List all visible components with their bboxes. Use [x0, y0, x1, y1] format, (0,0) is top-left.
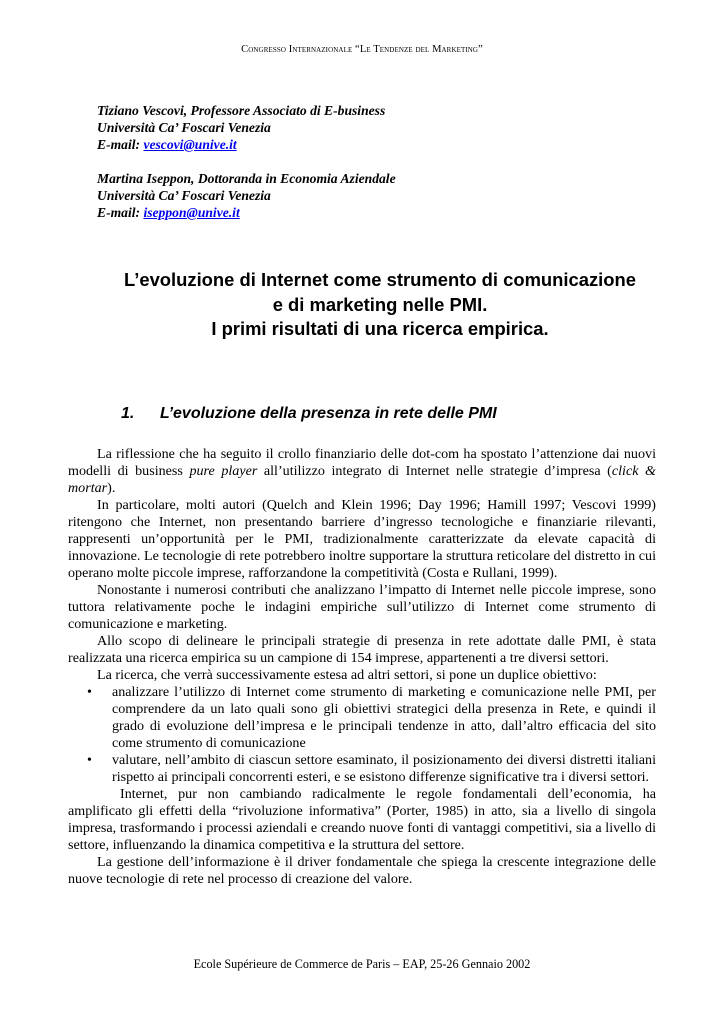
paragraph-4: Allo scopo di delineare le principali strategie di presenza in rete adottate dalle PMI, è stata realizzata una ricerca empirica su un campione di 154 imprese, appartenenti a tre diversi settori. [68, 633, 656, 666]
paragraph-6: Internet, pur non cambiando radicalmente le regole fondamentali dell’economia, ha amplificato gli effetti della “rivoluzione informativa” (Porter, 1985) in atto, sia a livello di singola impresa, trasformando i processi aziendali e creando nuove fonti di vantaggi competitivi, sia a livello di settore, influenzando la dinamica competitiva e la struttura del settore. [68, 786, 656, 853]
section-title: L’evoluzione della presenza in rete delle PMI [160, 405, 497, 422]
author-1-email-label: E-mail: [97, 137, 144, 152]
list-item [87, 752, 656, 786]
author-2-email-link[interactable]: iseppon@unive.it [143, 205, 240, 220]
section-heading [121, 405, 681, 423]
author-2 [97, 170, 657, 221]
paper-title-line-1: L’evoluzione di Internet come strumento di comunicazione [124, 269, 636, 290]
page-footer: Ecole Supérieure de Commerce de Paris – EAP, 25-26 Gennaio 2002 [193, 957, 531, 971]
author-1-email-line [97, 136, 657, 153]
paragraph-1-emphasis-2: click & mortar [68, 463, 656, 496]
paragraph-1-text-c: ). [107, 480, 116, 496]
paper-title [60, 268, 700, 342]
list-item-text: valutare, nell’ambito di ciascun settore esaminato, il posizionamento dei diversi distretti italiani rispetto ai principali concorrenti esteri, e se esistono differenze significative tra i diversi settori. [112, 752, 656, 785]
author-2-email-line [97, 204, 657, 221]
list-item [87, 684, 656, 752]
paragraph-5: La ricerca, che verrà successivamente estesa ad altri settori, si pone un duplice obiettivo: [97, 667, 597, 683]
objectives-list [68, 684, 656, 786]
body-text [68, 446, 656, 888]
authors-block [97, 102, 657, 238]
bullet-icon: • [87, 752, 92, 768]
paragraph-1-emphasis-1: pure player [189, 463, 258, 479]
author-1-name: Tiziano Vescovi, Professore Associato di E-business [97, 103, 386, 118]
section-number: 1. [121, 405, 135, 422]
running-header: Congresso Internazionale “Le Tendenze del Marketing” [241, 44, 483, 55]
paragraph-1 [68, 446, 656, 497]
paragraph-1-text-a: La riflessione che ha seguito il crollo finanziario delle dot-com ha spostato l’attenzione dai nuovi modelli di business [68, 446, 656, 479]
list-item-text: analizzare l’utilizzo di Internet come strumento di marketing e comunicazione nelle PMI, per comprendere da un lato quali sono gli obiettivi strategici della presenza in Rete, e quindi il grado di evoluzione dell’impresa e le principali tendenze in atto, dall’altro efficacia del sito come strumento di comunicazione [112, 684, 656, 751]
author-1-affiliation: Università Ca’ Foscari Venezia [97, 120, 271, 135]
paragraph-7: La gestione dell’informazione è il driver fondamentale che spiega la crescente integrazione delle nuove tecnologie di rete nel processo di creazione del valore. [68, 854, 656, 887]
author-1 [97, 102, 657, 153]
author-2-name: Martina Iseppon, Dottoranda in Economia Aziendale [97, 171, 396, 186]
bullet-icon: • [87, 684, 92, 700]
paragraph-3: Nonostante i numerosi contributi che analizzano l’impatto di Internet nelle piccole imprese, sono tuttora relativamente poche le indagini empiriche sull’utilizzo di Internet come strumento di comunicazione e marketing. [68, 582, 656, 632]
paper-title-line-2: e di marketing nelle PMI. [272, 293, 488, 315]
paragraph-1-text-b: all’utilizzo integrato di Internet nelle strategie d’impresa ( [257, 463, 612, 479]
paper-title-line-3: I primi risultati di una ricerca empirica. [211, 318, 549, 339]
paragraph-2: In particolare, molti autori (Quelch and Klein 1996; Day 1996; Hamill 1997; Vescovi 1999) ritengono che Internet, non presentando barriere d’ingresso tecnologiche e finanziarie rilevanti, rappresenti un’opportunità per le PMI, tradizionalmente caratterizzate da elevate capacità di innovazione. Le tecnologie di rete potrebbero inoltre supportare la struttura reticolare del distretto in cui operano molte piccole imprese, rafforzandone la competitività (Costa e Rullani, 1999). [68, 497, 656, 581]
author-1-email-link[interactable]: vescovi@unive.it [143, 137, 237, 152]
author-2-email-label: E-mail: [97, 205, 144, 220]
author-2-affiliation: Università Ca’ Foscari Venezia [97, 188, 271, 203]
